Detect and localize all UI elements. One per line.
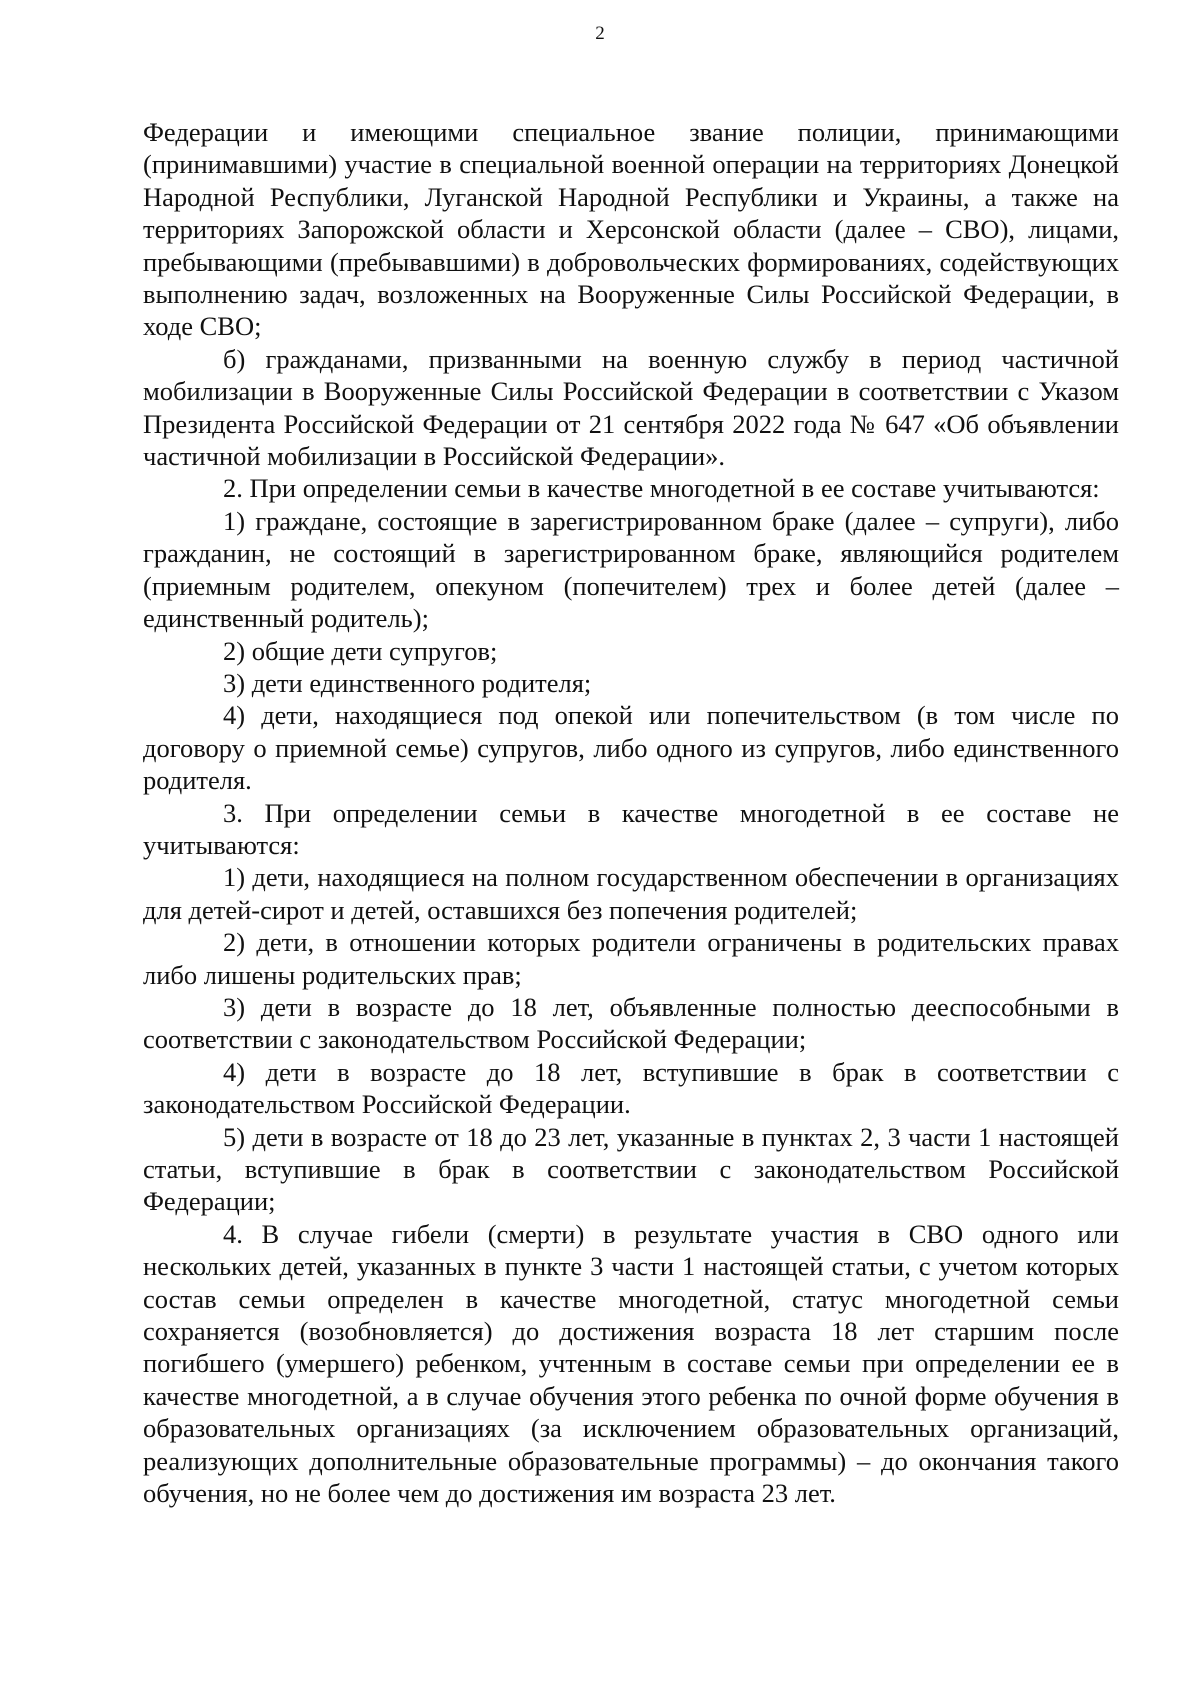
document-body — [143, 116, 1119, 1509]
paragraph-section-3-item-1: 1) дети, находящиеся на полном государственном обеспечении в организациях для детей-сирот и детей, оставшихся без попечения родителей; — [143, 862, 1119, 925]
paragraph-section-3: 3. При определении семьи в качестве многодетной в ее составе не учитываются: — [143, 797, 1119, 860]
paragraph-section-2-item-2: 2) общие дети супругов; — [223, 635, 498, 666]
paragraph-section-4: 4. В случае гибели (смерти) в результате участия в СВО одного или нескольких детей, указанных в пункте 3 части 1 настоящей статьи, с учетом которых состав семьи определен в качестве многодетной, статус многодетной семьи сохраняется (возобновляется) до достижения возраста 18 лет старшим после погибшего (умершего) ребенком, учтенным в составе семьи при определении ее в качестве многодетной, а в случае обучения этого ребенка по очной форме обучения в образовательных организациях (за исключением образовательных организаций, реализующих дополнительные образовательные программы) – до окончания такого обучения, но не более чем до достижения им возраста 23 лет. — [143, 1218, 1119, 1509]
paragraph-section-3-item-4: 4) дети в возрасте до 18 лет, вступившие в брак в соответствии с законодательством Российской Федерации. — [143, 1056, 1119, 1120]
paragraph-continuation: Федерации и имеющими специальное звание полиции, принимающими (принимавшими) участие в специальной военной операции на территориях Донецкой Народной Республики, Луганской Народной Республики и Украины, а также на территориях Запорожской области и Херсонской области (далее – СВО), лицами, пребывающими (пребывавшими) в добровольческих формированиях, содействующих выполнению задач, возложенных на Вооруженные Силы Российской Федерации, в ходе СВО; — [143, 117, 1119, 342]
paragraph-section-3-item-5: 5) дети в возрасте от 18 до 23 лет, указанные в пунктах 2, 3 части 1 настоящей статьи, вступившие в брак в соответствии с законодательством Российской Федерации; — [143, 1121, 1119, 1217]
paragraph-section-2: 2. При определении семьи в качестве многодетной в ее составе учитываются: — [223, 473, 1100, 504]
paragraph-item-b: б) гражданами, призванными на военную службу в период частичной мобилизации в Вооруженные Силы Российской Федерации в соответствии с Указом Президента Российской Федерации от 21 сентября 2022 года № 647 «Об объявлении частичной мобилизации в Российской Федерации». — [143, 343, 1119, 472]
paragraph-section-3-item-2: 2) дети, в отношении которых родители ограничены в родительских правах либо лишены родительских прав; — [143, 927, 1119, 990]
page-number: 2 — [595, 23, 605, 44]
paragraph-section-2-item-1: 1) граждане, состоящие в зарегистрированном браке (далее – супруги), либо гражданин, не состоящий в зарегистрированном браке, являющийся родителем (приемным родителем, опекуном (попечителем) трех и более детей (далее – единственный родитель); — [143, 505, 1119, 634]
paragraph-section-2-item-3: 3) дети единственного родителя; — [223, 667, 592, 698]
paragraph-section-2-item-4: 4) дети, находящиеся под опекой или попечительством (в том числе по договору о приемной семье) супругов, либо одного из супругов, либо единственного родителя. — [143, 700, 1119, 796]
paragraph-section-3-item-3: 3) дети в возрасте до 18 лет, объявленные полностью дееспособными в соответствии с законодательством Российской Федерации; — [143, 991, 1119, 1055]
